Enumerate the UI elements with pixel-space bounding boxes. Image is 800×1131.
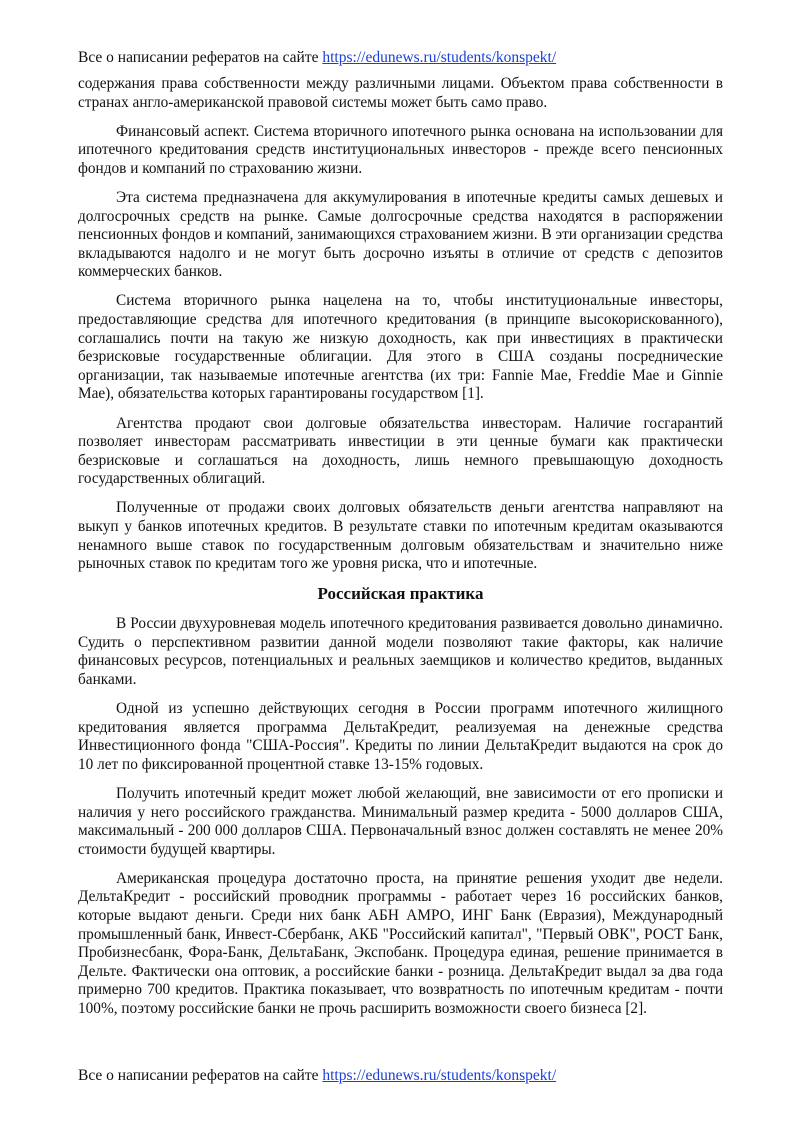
body-paragraph: Получить ипотечный кредит может любой желающий, вне зависимости от его прописки и наличия у него российского гражданства. Минимальный размер кредита - 5000 долларов США, максимальный - 200 000 долларов США. Первоначальный взнос должен составлять не менее 20% стоимости будущей квартиры. — [78, 785, 723, 858]
body-paragraph: Финансовый аспект. Система вторичного ипотечного рынка основана на использовании для ипотечного кредитования средств институциональных инвесторов - прежде всего пенсионных фондов и компаний по страхованию жизни. — [78, 122, 723, 177]
footer-link[interactable]: https://edunews.ru/students/konspekt/ — [322, 1067, 557, 1084]
header-link[interactable]: https://edunews.ru/students/konspekt/ — [322, 49, 557, 66]
document-body — [78, 75, 723, 1029]
body-paragraph: Одной из успешно действующих сегодня в России программ ипотечного жилищного кредитования является программа ДельтаКредит, реализуемая на денежные средства Инвестиционного фонда "США-Россия". Кредиты по линии ДельтаКредит выдаются на срок до 10 лет по фиксированной процентной ставке 13-15% годовых. — [78, 700, 723, 773]
header-text: Все о написании рефератов на сайте — [78, 49, 323, 66]
body-paragraph: Полученные от продажи своих долговых обязательств деньги агентства направляют на выкуп у банков ипотечных кредитов. В результате ставки по ипотечным кредитам оказываются ненамного выше ставок по государственным долговым обязательствам и значительно ниже рыночных ставок по кредитам того же уровня риска, что и ипотечные. — [78, 499, 723, 573]
body-paragraph: содержания права собственности между различными лицами. Объектом права собственности в странах англо-американской правовой системы может быть само право. — [78, 75, 723, 111]
body-paragraph: Система вторичного рынка нацелена на то, чтобы институциональные инвесторы, предоставляющие средства для ипотечного кредитования (в принципе высокорискованного), соглашались почти на такую же низкую доходность, как при инвестициях в практически безрисковые государственные облигации. Для этого в США созданы посреднические организации, так называемые ипотечные агентства (их три: Fannie Mae, Freddie Mae и Ginnie Mae), обязательства которых гарантированы государством [1]. — [78, 292, 723, 403]
body-paragraph: Эта система предназначена для аккумулирования в ипотечные кредиты самых дешевых и долгосрочных средств на рынке. Самые долгосрочные средства находятся в распоряжении пенсионных фондов и компаний, занимающихся страхованием жизни. В эти организации средства вкладываются надолго и не могут быть досрочно изъяты в отличие от средств с депозитов коммерческих банков. — [78, 188, 723, 281]
body-paragraph: В России двухуровневая модель ипотечного кредитования развивается довольно динамично. Судить о перспективном развитии данной модели позволяют такие факторы, как наличие финансовых ресурсов, потенциальных и реальных заемщиков и количество кредитов, выданных банками. — [78, 615, 723, 689]
section-heading: Российская практика — [317, 584, 484, 604]
footer-text: Все о написании рефератов на сайте — [78, 1067, 323, 1084]
page-footer — [78, 1066, 556, 1085]
body-paragraph: Американская процедура достаточно проста, на принятие решения уходит две недели. ДельтаКредит - российский проводник программы - работает через 16 российских банков, которые выдают деньги. Среди них банк АБН АМРО, ИНГ Банк (Евразия), Международный промышленный банк, Инвест-Сбербанк, АКБ "Российский капитал", "Первый ОВК", РОСТ Банк, Пробизнесбанк, Фора-Банк, ДельтаБанк, Экспобанк. Процедура единая, решение принимается в Дельте. Фактически она оптовик, а российские банки - розница. ДельтаКредит выдал за два года примерно 700 кредитов. Практика показывает, что возвратность по ипотечным кредитам - почти 100%, поэтому российские банки не прочь расширить возможности своего бизнеса [2]. — [78, 869, 723, 1018]
page-header — [78, 48, 556, 67]
body-paragraph: Агентства продают свои долговые обязательства инвесторам. Наличие госгарантий позволяет инвесторам рассматривать инвестиции в эти ценные бумаги как практически безрисковые и соглашаться на доходность, лишь немного превышающую доходность государственных облигаций. — [78, 414, 723, 488]
